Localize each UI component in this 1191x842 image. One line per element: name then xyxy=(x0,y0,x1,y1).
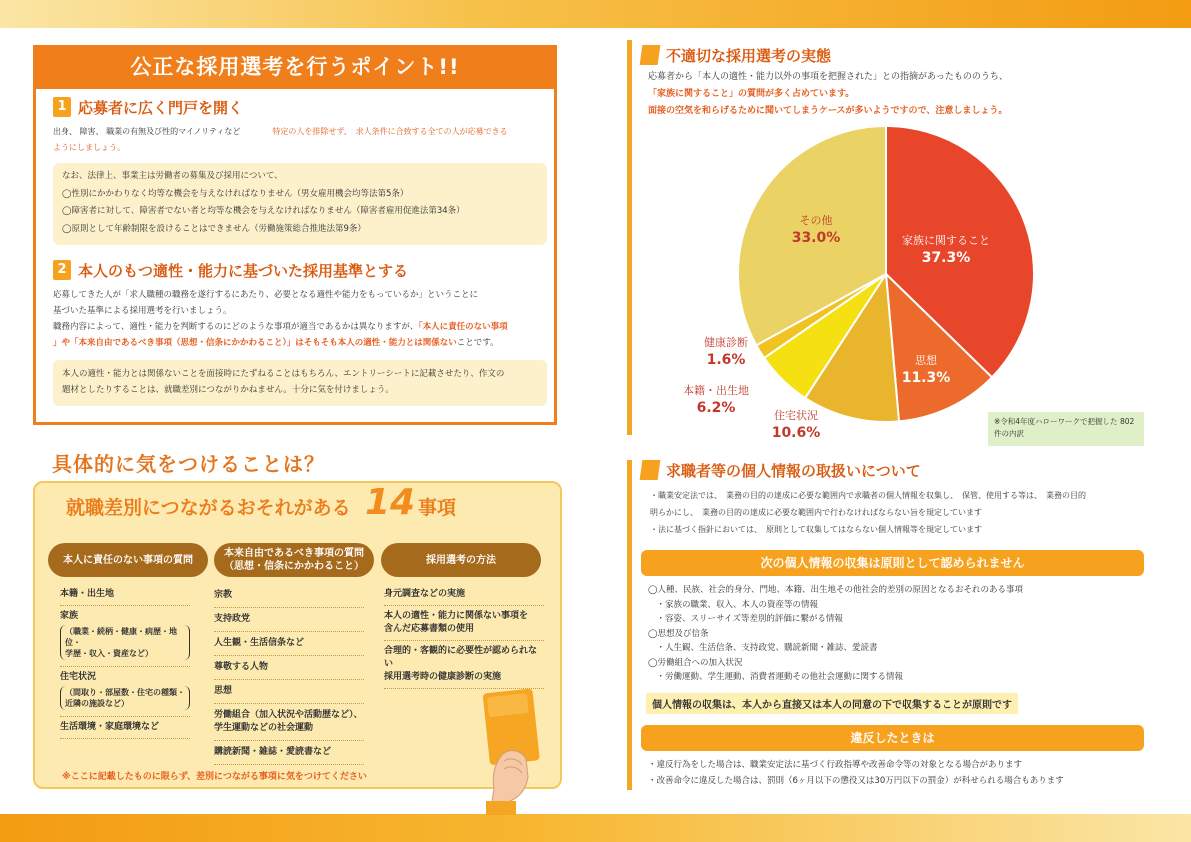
pie-category-label: 家族に関すること xyxy=(902,234,990,247)
list-item: ◯労働組合への加入状況 xyxy=(648,657,743,668)
list-item: 宗教 xyxy=(214,584,364,608)
column-divider xyxy=(627,460,632,790)
list-item: ・違反行為をした場合は、職業安定法に基づく行政指導や改善命令等の対象となる場合があります xyxy=(648,760,1023,770)
caution-text: 本人の適性・能力とは関係ないことを面接時にたずねることはもちろん、エントリーシートに記載させたり、作文の 題材としたりすることは、就職差別につながりかねません。十分に気を付けましょう。 xyxy=(62,369,505,395)
section-intro: 出身、 障害、 職業の有無及び性的マイノリティなど 特定の人を排除せず、 求人条件に合致する全ての人が応募できる ようにしましょう。 xyxy=(53,127,508,152)
pie-category-label: 本籍・出生地 xyxy=(683,384,749,397)
list-item: 尊敬する人物 xyxy=(214,656,364,680)
section-intro: ・職業安定法では、 業務の目的の達成に必要な範囲内で求職者の個人情報を収集し、 保管、使用する等は、 業務の目的 明らかにし、 業務の目的の達成に必要な範囲内で行わなければならない旨を規定しています ・法に基づく指針においては、 原則として収集してはならない個人情報等を規定しています xyxy=(650,491,1086,534)
list-item: ◯人種、民族、社会的身分、門地、本籍、出生地その他社会的差別の原因となるおそれのある事項 xyxy=(648,585,1024,595)
yellow-card-illustration xyxy=(480,685,560,815)
list-item: ・労働運動、学生運動、消費者運動その他社会運動に関する情報 xyxy=(648,672,904,682)
pie-category-label: 住宅状況 xyxy=(774,409,818,422)
footnote: ※ここに記載したものに限らず、差別につながる事項に気をつけてください xyxy=(62,772,367,782)
housing-detail: （間取り・部屋数・住宅の種類・ 近隣の施設など） xyxy=(60,686,190,710)
section-title: 求職者等の個人情報の取扱いについて xyxy=(666,462,921,480)
list-item: 人生観・生活信条など xyxy=(214,632,364,656)
top-band xyxy=(0,0,1191,28)
column-3-items xyxy=(384,584,544,689)
list-item: 生活環境・家庭環境など xyxy=(60,716,190,739)
chart-footnote: ※令和4年度ハローワークで把握した 802件の内訳 xyxy=(988,412,1144,446)
column-header: 本人に責任のない事項の質問 xyxy=(48,543,208,577)
banner-violation: 違反したときは xyxy=(641,725,1144,751)
section-number: 2 xyxy=(53,260,71,280)
heading-marker-icon xyxy=(640,460,661,480)
list-item: 身元調査などの実施 xyxy=(384,584,544,606)
list-item: 本籍・出生地 xyxy=(60,584,190,606)
pie-value-label: 10.6% xyxy=(771,425,821,441)
column-2-items xyxy=(214,584,364,765)
prohibited-list xyxy=(648,583,1148,685)
bottom-band xyxy=(0,814,1191,842)
list-item: ・容姿、スリーサイズ等差別的評価に繋がる情報 xyxy=(648,614,843,624)
list-item: 支持政党 xyxy=(214,608,364,632)
box-suffix: 事項 xyxy=(418,497,457,519)
list-item: 合理的・客観的に必要性が認められない 採用選考時の健康診断の実施 xyxy=(384,641,544,689)
pie-value-label: 1.6% xyxy=(706,352,746,368)
section-title: 本人のもつ適性・能力に基づいた採用基準とする xyxy=(78,262,409,280)
pie-value-label: 6.2% xyxy=(696,400,736,416)
list-item: 労働組合（加入状況や活動歴など）、 学生運動などの社会運動 xyxy=(214,704,364,741)
points-title: 公正な採用選考を行うポイント!! xyxy=(33,45,557,89)
pie-category-label: 思想 xyxy=(915,354,937,367)
section-title: 不適切な採用選考の実態 xyxy=(666,47,832,65)
law-line: ◯性別にかかわりなく均等な機会を与えなければなりません（男女雇用機会均等法第5条） xyxy=(62,188,409,199)
principle-line: 個人情報の収集は、本人から直接又は本人の同意の下で収集することが原則です xyxy=(646,693,1018,714)
list-item: 家族 xyxy=(60,611,79,621)
question-heading: 具体的に気をつけることは？ xyxy=(52,452,325,476)
violation-list xyxy=(648,757,1148,789)
pie-category-label: 健康診断 xyxy=(704,336,748,349)
pie-chart xyxy=(683,124,1036,441)
list-item: ・改善命令に違反した場合は、罰則（6ヶ月以下の懲役又は30万円以下の罰金）が科せられる場合もあります xyxy=(648,776,1064,786)
law-line: ◯原則として年齢制限を設けることはできません（労働施策総合推進法第9条） xyxy=(62,223,366,234)
column-divider xyxy=(627,40,632,435)
pie-value-label: 37.3% xyxy=(921,250,971,266)
pie-value-label: 11.3% xyxy=(901,370,951,386)
banner-not-allowed: 次の個人情報の収集は原則として認められません xyxy=(641,550,1144,576)
family-detail: （職業・続柄・健康・病歴・地位・ 学歴・収入・資産など） xyxy=(60,625,190,660)
law-line: なお、法律上、事業主は労働者の募集及び採用について、 xyxy=(62,171,283,181)
column-header: 採用選考の方法 xyxy=(381,543,541,577)
law-lines xyxy=(62,168,542,238)
section-title: 応募者に広く門戸を開く xyxy=(78,99,244,117)
list-item: ・人生観、生活信条、支持政党、購読新聞・雑誌、愛読書 xyxy=(648,643,878,653)
box-number: 14 xyxy=(365,482,416,523)
list-item: ・家族の職業、収入、本人の資産等の情報 xyxy=(648,599,819,610)
pie-value-label: 33.0% xyxy=(791,230,841,246)
column-1-items xyxy=(60,584,190,739)
list-item: 思想 xyxy=(214,680,364,704)
section-number: 1 xyxy=(53,97,71,117)
heading-marker-icon xyxy=(640,45,661,65)
box-title: 就職差別につながるおそれがある xyxy=(66,497,351,519)
section-body: 応募者から「本人の適性・能力以外の事項を把握された」との指摘があったもののうち、 「家族に関すること」の質問が多く占めています。 面接の空気を和らげるために聞いてしまうケースが多いようですので、注意しましょう。 xyxy=(648,72,1008,116)
list-item: ◯思想及び信条 xyxy=(648,628,709,639)
list-item: 購読新聞・雑誌・愛読書など xyxy=(214,741,364,765)
list-item: 住宅状況 xyxy=(60,666,190,684)
pie-category-label: その他 xyxy=(799,214,833,227)
column-header: 本来自由であるべき事項の質問 （思想・信条にかかわること） xyxy=(214,543,374,577)
section-body: 応募してきた人が「求人職種の職務を遂行するにあたり、必要となる適性や能力をもっているか」ということに 基づいた基準による採用選考を行いましょう。 職務内容によって、適性・能力を判断するのにどのような事項が適当であるかは異なりますが、「本人に責任のない事項 」や「本来自由であるべき事項（思想・信条にかかわること）」はそもそも本人の適性・能力とは関係ないことです。 xyxy=(53,290,508,348)
list-item: 本人の適性・能力に関係ない事項を 含んだ応募書類の使用 xyxy=(384,606,544,641)
law-line: ◯障害者に対して、障害者でない者と均等な機会を与えなければなりません（障害者雇用促進法第34条） xyxy=(62,206,465,216)
